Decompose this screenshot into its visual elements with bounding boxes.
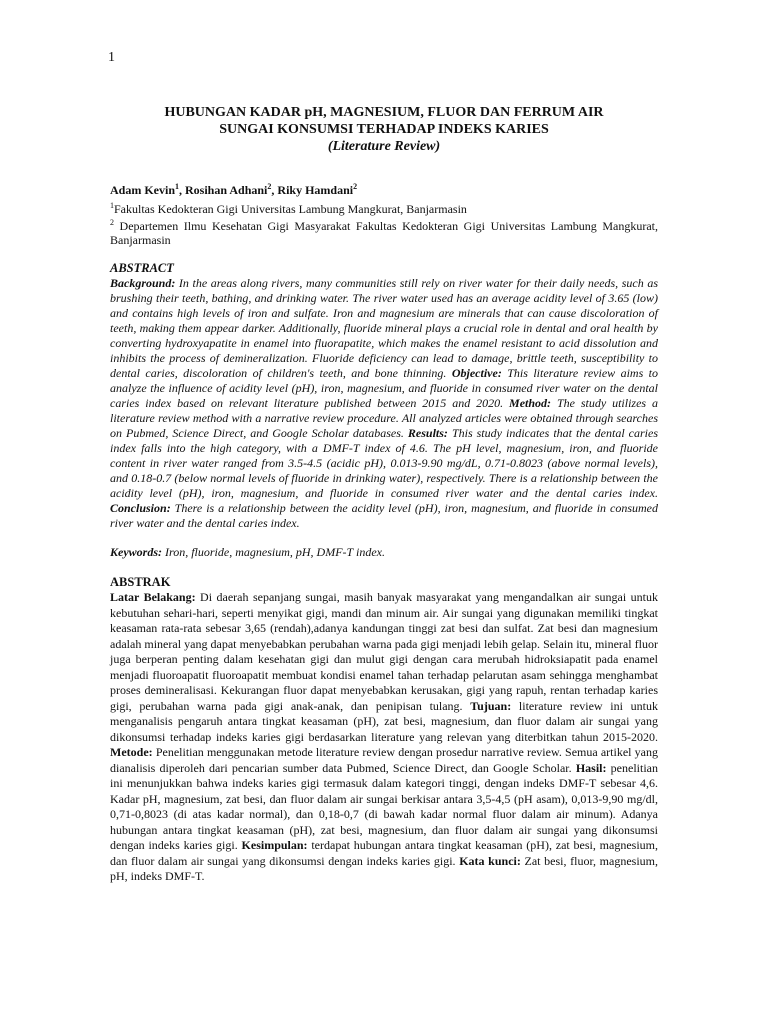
conclusion-label: Conclusion:	[110, 501, 171, 515]
kesimpulan-label: Kesimpulan:	[241, 838, 308, 852]
affiliation-mark: 1	[110, 201, 114, 210]
affiliation-text: Departemen Ilmu Kesehatan Gigi Masyarakat Fakultas Kedokteran Gigi Universitas Lambung Mangkurat, Banjarmasin	[110, 219, 658, 247]
conclusion-text: There is a relationship between the acidity level (pH), iron, magnesium, and fluoride in consumed river water and the dental caries index.	[110, 501, 658, 530]
metode-label: Metode:	[110, 745, 153, 759]
objective-text: This literature review aims to analyze the influence of acidity level (pH), iron, magnesium, and fluoride in consumed river water on the dental caries index based on relevant literature published between 2015 and 2020.	[110, 366, 658, 410]
author-affiliation-mark: 2	[267, 182, 272, 191]
hasil-text: penelitian ini menunjukkan bahwa indeks karies gigi termasuk dalam kategori tinggi, dengan indeks DMF-T sebesar 4,6. Kadar pH, magnesium, zat besi, dan fluor dalam air sungai berkisar antara 3,5-4,5 (pH asam), 0,013-9,90 mg/dl, 0,71-0,8023 (di atas kadar normal), dan 0,18-0,7 (di bawah kadar normal fluor dalam air minum). Adanya hubungan antara tingkat keasaman (pH), zat besi, magnesium, dan fluor dalam air sungai yang dikonsumsi dengan indeks karies gigi.	[110, 760, 658, 852]
kesimpulan-text: terdapat hubungan antara tingkat keasaman (pH), zat besi, magnesium, dan fluor dalam air sungai yang dikonsumsi dengan indeks karies gigi.	[110, 838, 658, 868]
paper-title	[110, 104, 658, 155]
abstrak-heading: ABSTRAK	[110, 575, 171, 589]
keywords-text: Iron, fluoride, magnesium, pH, DMF-T index.	[162, 545, 385, 559]
hasil-label: Hasil:	[575, 760, 607, 775]
kata-kunci-text: Zat besi, fluor, magnesium, pH, indeks DMF-T.	[110, 853, 658, 883]
author-list	[110, 179, 658, 198]
author-separator: ,	[271, 183, 278, 197]
kata-kunci-label: Kata kunci:	[459, 853, 521, 868]
page-number: 1	[108, 50, 115, 65]
author-separator: ,	[179, 183, 186, 197]
abstract-english	[110, 276, 658, 531]
abstract-indonesian	[110, 590, 658, 885]
affiliation-2	[110, 216, 658, 247]
tujuan-label: Tujuan:	[470, 698, 512, 713]
results-label: Results:	[407, 426, 448, 440]
author-affiliation-mark: 2	[353, 182, 358, 191]
affiliation-1	[110, 199, 658, 216]
background-text: In the areas along rivers, many communities still rely on river water for their daily needs, such as brushing their teeth, bathing, and drinking water. The river water used has an average acidity level of 3.65 (low) and contains high levels of iron and sulfate. Iron and magnesium are minerals that can cause discoloration of teeth, making them appear darker. Additionally, fluoride mineral plays a crucial role in dental and oral health by converting hydroxyapatite in enamel into fluorapatite, which makes the enamel resistant to acid dissolution and inhibits the process of demineralization. Fluoride deficiency can lead to damage, brittle teeth, susceptibility to dental caries, discoloration of children's teeth, and bone thinning.	[110, 276, 658, 380]
paper-body	[110, 104, 658, 885]
affiliation-mark: 2	[110, 218, 114, 227]
author-name: Adam Kevin	[110, 183, 176, 197]
title-line-3: (Literature Review)	[327, 139, 441, 154]
latar-belakang-text: Di daerah sepanjang sungai, masih banyak masyarakat yang mengandalkan air sungai untuk kebutuhan sehari-hari, seperti menyikat gigi, mandi dan minum air. Air sungai yang digunakan memiliki tingkat keasaman rata-rata sebesar 3,65 (rendah),adanya kandungan tinggi zat besi dan sulfat. Zat besi dan magnesium adalah mineral yang dapat menyebabkan perubahan warna pada gigi menjadi lebih gelap. Selain itu, mineral fluor juga berperan penting dalam kesehatan gigi dan mulut gigi dengan cara merubah hidroksiapatit pada enamel menjadi fluoroapatit fluoroapatit membuat kondisi enamel tahan terhadap pelarutan asam sehingga menghambat proses demineralisasi. Kekurangan fluor dapat menyebabkan kerusakan, gigi yang rapuh, rentan terhadap karies gigi, perubahan warna pada gigi anak-anak, dan penipisan tulang.	[110, 590, 658, 713]
abstract-heading: ABSTRACT	[110, 261, 174, 275]
affiliation-text: Fakultas Kedokteran Gigi Universitas Lambung Mangkurat, Banjarmasin	[114, 202, 467, 216]
metode-text: Penelitian menggunakan metode literature review dengan prosedur narrative review. Semua artikel yang dianalisis diperoleh dari pencarian sumber data Pubmed, Science Direct, dan Google Scholar.	[110, 745, 658, 775]
author-name: Rosihan Adhani	[185, 183, 268, 197]
results-text: This study indicates that the dental caries index falls into the high category, with a DMF-T index of 4.6. The pH level, magnesium, iron, and fluoride content in river water ranged from 3.5-4.5 (acidic pH), 0.013-9.90 mg/dL, 0.71-0.8023 (above normal levels), and 0.18-0.7 (below normal levels of fluoride in drinking water), respectively. There is a relationship between the acidity level (pH), iron, magnesium, and fluoride in consumed river water and the dental caries index.	[110, 426, 658, 500]
objective-label: Objective:	[451, 366, 502, 380]
author-affiliation-mark: 1	[175, 182, 180, 191]
title-line-1: HUBUNGAN KADAR pH, MAGNESIUM, FLUOR DAN FERRUM AIR	[164, 105, 604, 120]
keywords-label: Keywords:	[110, 545, 162, 559]
author-name: Riky Hamdani	[277, 183, 354, 197]
tujuan-text: literature review ini untuk menganalisis pengaruh antara tingkat keasaman (pH), zat besi, magnesium, dan fluor dalam air sungai yang dikonsumsi terhadap indeks karies gigi berdasarkan literature yang relevan yang diterbitkan tahun 2015-2020.	[110, 698, 658, 744]
latar-belakang-label: Latar Belakang:	[110, 590, 196, 604]
method-text: The study utilizes a literature review method with a narrative review procedure. All analyzed articles were obtained through searches on Pubmed, Science Direct, and Google Scholar databases.	[110, 396, 658, 440]
title-line-2: SUNGAI KONSUMSI TERHADAP INDEKS KARIES	[219, 122, 549, 137]
keywords-english	[110, 545, 658, 560]
method-label: Method:	[509, 396, 552, 410]
background-label: Background:	[110, 276, 176, 290]
